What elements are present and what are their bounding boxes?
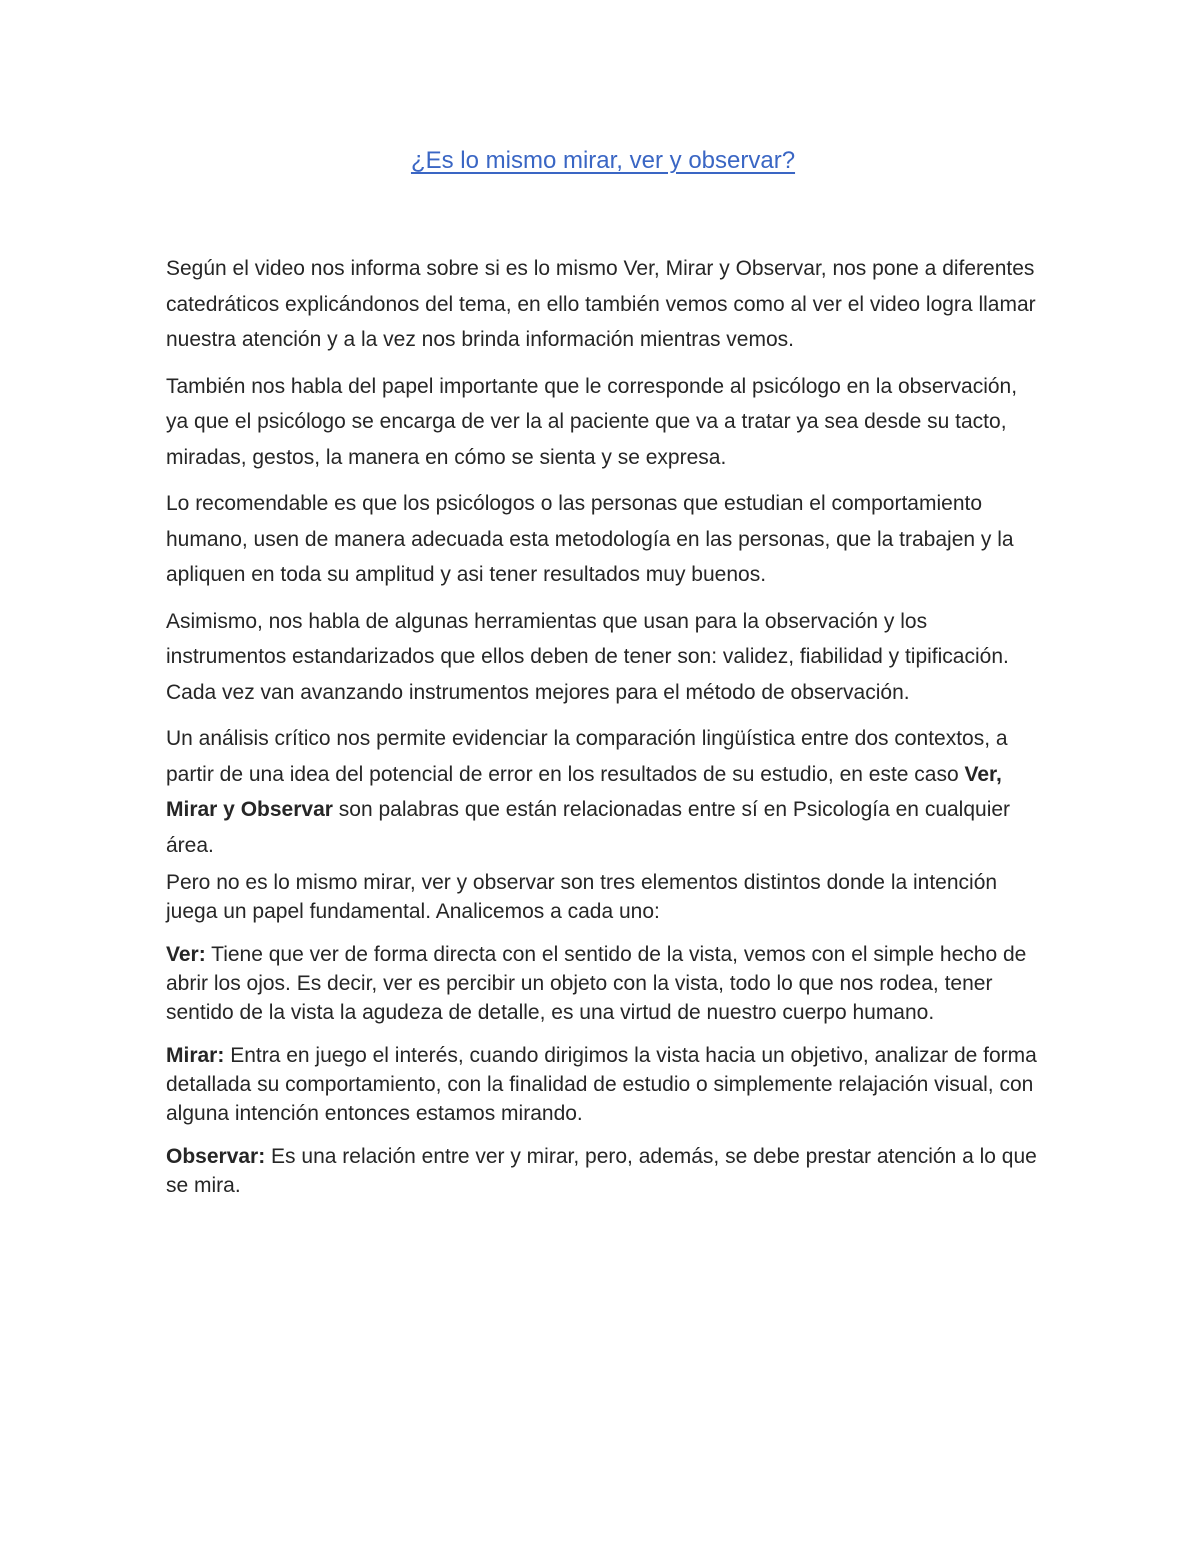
paragraph-recommendation: Lo recomendable es que los psicólogos o las personas que estudian el comportamiento humano, usen de manera adecuada esta metodología en las personas, que la trabajen y la apliquen en toda su amplitud y asi tener resultados muy buenos. bbox=[166, 492, 1014, 586]
paragraph-critical-analysis bbox=[166, 721, 1040, 863]
definition-mirar-text: Entra en juego el interés, cuando dirigimos la vista hacia un objetivo, analizar de forma detallada su comportamiento, con la finalidad de estudio o simplemente relajación visual, con alguna intención entonces estamos mirando. bbox=[166, 1044, 1037, 1125]
critical-analysis-text-start: Un análisis crítico nos permite evidenciar la comparación lingüística entre dos contextos, a partir de una idea del potencial de error en los resultados de su estudio, en este caso bbox=[166, 727, 1008, 786]
term-ver: Ver: bbox=[166, 943, 206, 966]
definition-observar bbox=[166, 1142, 1040, 1200]
term-mirar: Mirar: bbox=[166, 1044, 225, 1067]
paragraph-tools: Asimismo, nos habla de algunas herramientas que usan para la observación y los instrumentos estandarizados que ellos deben de tener son: validez, fiabilidad y tipificación. Cada vez van avanzando instrumentos mejores para el método de observación. bbox=[166, 609, 1009, 704]
term-observar: Observar: bbox=[166, 1145, 266, 1168]
critical-analysis-bold-terms: Ver, Mirar y Observar bbox=[166, 762, 1002, 821]
definition-mirar bbox=[166, 1041, 1040, 1128]
definition-observar-text: Es una relación entre ver y mirar, pero, además, se debe prestar atención a lo que se mira. bbox=[166, 1145, 1037, 1197]
definition-ver bbox=[166, 940, 1040, 1027]
paragraph-psychologist-role: También nos habla del papel importante que le corresponde al psicólogo en la observación, ya que el psicólogo se encarga de ver la al paciente que va a tratar ya sea desde su tacto, miradas, gestos, la manera en cómo se sienta y se expresa. bbox=[166, 374, 1018, 469]
critical-analysis-text-end: son palabras que están relacionadas entre sí en Psicología en cualquier área. bbox=[166, 798, 1011, 857]
paragraph-distinction: Pero no es lo mismo mirar, ver y observar son tres elementos distintos donde la intención juega un papel fundamental. Analicemos a cada uno: bbox=[166, 871, 998, 923]
document-title: ¿Es lo mismo mirar, ver y observar? bbox=[410, 147, 796, 174]
definition-ver-text: Tiene que ver de forma directa con el sentido de la vista, vemos con el simple hecho de abrir los ojos. Es decir, ver es percibir un objeto con la vista, todo lo que nos rodea, tener sentido de la vista la agudeza de detalle, es una virtud de nuestro cuerpo humano. bbox=[166, 943, 1027, 1024]
paragraph-intro: Según el video nos informa sobre si es lo mismo Ver, Mirar y Observar, nos pone a diferentes catedráticos explicándonos del tema, en ello también vemos como al ver el video logra llamar nuestra atención y a la vez nos brinda información mientras vemos. bbox=[166, 257, 1036, 351]
